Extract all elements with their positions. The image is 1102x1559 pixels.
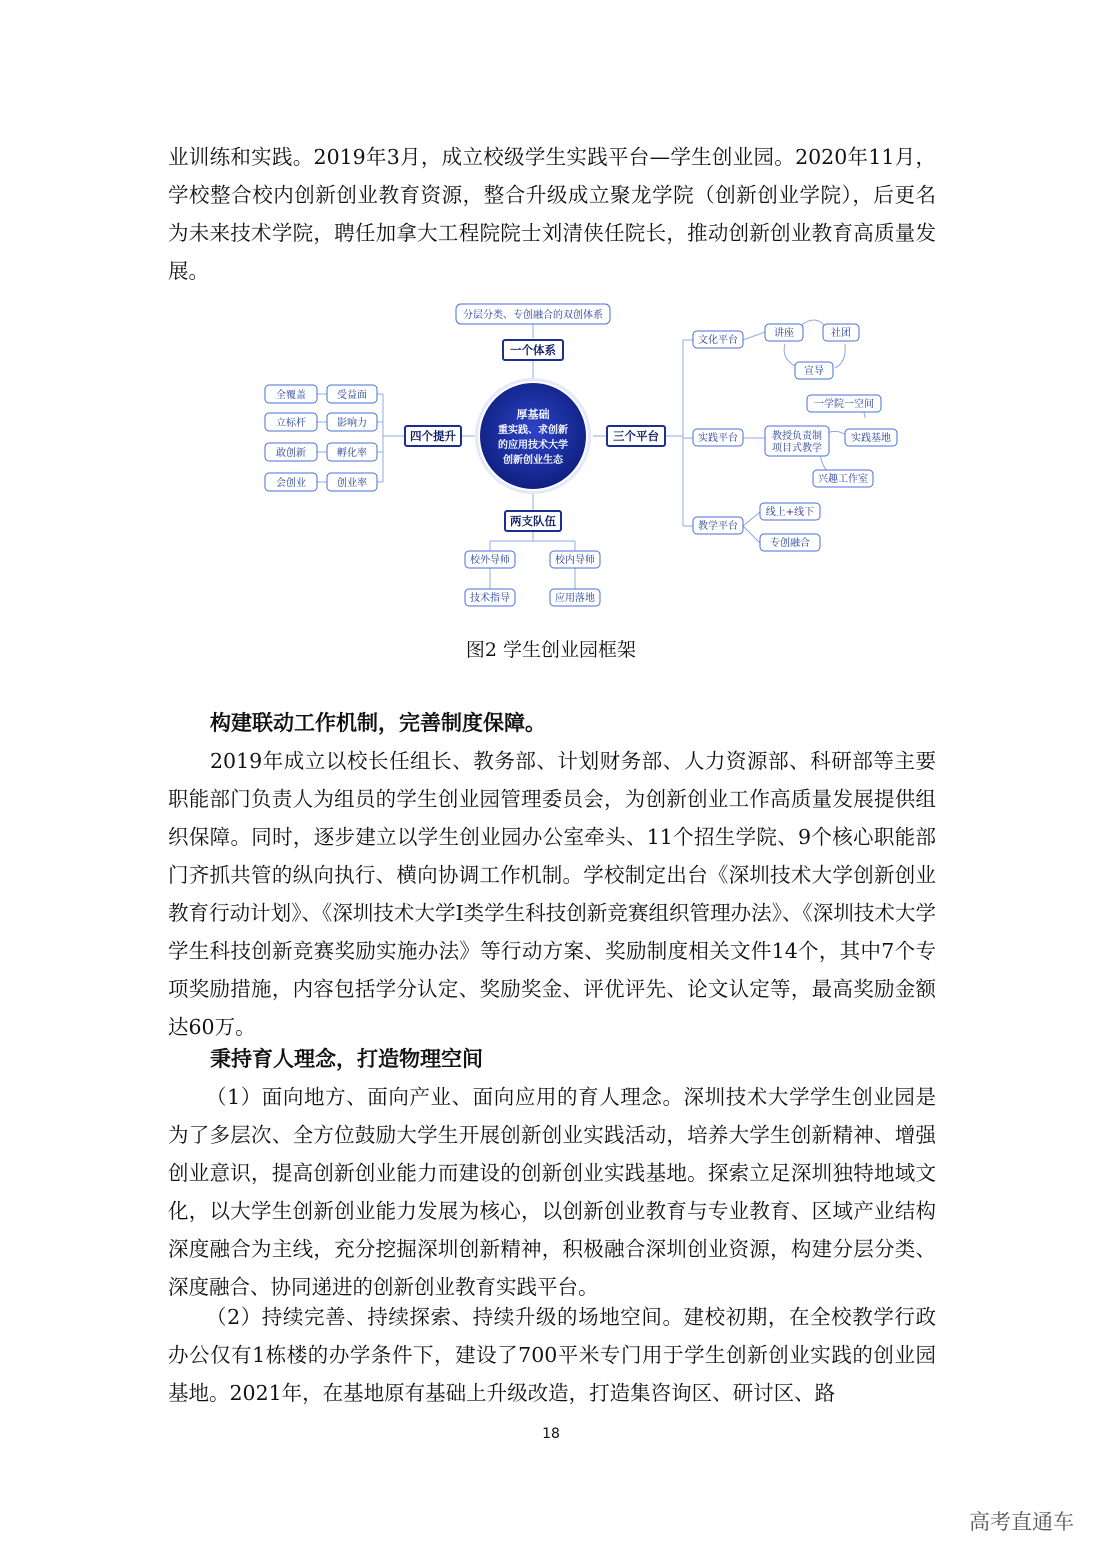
diagram-left-inner-4: 创业率 (337, 478, 367, 489)
svg-text:厚基础: 厚基础 (516, 408, 550, 421)
diagram-left-outer-1: 全覆盖 (276, 390, 306, 401)
diagram-practice-label: 实践平台 (698, 433, 738, 444)
diagram-left-inner-1: 受益面 (337, 390, 367, 401)
page-number: 18 (542, 1426, 560, 1442)
svg-text:项目式教学: 项目式教学 (772, 443, 822, 454)
section-heading-philosophy: 秉持育人理念，打造物理空间 (210, 1046, 483, 1071)
paragraph-space: （2）持续完善、持续探索、持续升级的场地空间。建校初期，在全校教学行政办公仅有1栋楼的办学条件下，建设了700平米专门用于学生创新创业实践的创业园基地。2021年，在基地原有基础上升级改造，打造集咨询区、研讨区、路 (168, 1305, 936, 1405)
diagram-bottom-label: 两支队伍 (510, 514, 556, 528)
paragraph-intro: 业训练和实践。2019年3月，成立校级学生实践平台—学生创业园。2020年11月，学校整合校内创新创业教育资源，整合升级成立聚龙学院（创新创业学院），后更名为未来技术学院，聘任加拿大工程院院士刘清侠任院长，推动创新创业教育高质量发展。 (168, 145, 936, 283)
diagram-top-child: 分层分类、专创融合的双创体系 (463, 310, 603, 321)
svg-text:的应用技术大学: 的应用技术大学 (498, 440, 568, 451)
diagram-practice-item-4: 兴趣工作室 (818, 474, 868, 485)
svg-text:创新创业生态: 创新创业生态 (503, 455, 563, 466)
diagram-team-2-sub: 应用落地 (555, 593, 595, 604)
diagram-teaching-item-1: 线上+线下 (765, 507, 815, 518)
watermark: 高考直通车 (969, 1510, 1074, 1534)
diagram-culture-item-1: 讲座 (774, 328, 794, 339)
diagram-left-outer-2: 立标杆 (276, 418, 306, 429)
paragraph-philosophy: （1）面向地方、面向产业、面向应用的育人理念。深圳技术大学学生创业园是为了多层次、全方位鼓励大学生开展创新创业实践活动，培养大学生创新精神、增强创业意识，提高创新创业能力而建设的创新创业实践基地。探索立足深圳独特地域文化，以大学生创新创业能力发展为核心，以创新创业教育与专业教育、区域产业结构深度融合为主线，充分挖掘深圳创新精神，积极融合深圳创业资源，构建分层分类、深度融合、协同递进的创新创业教育实践平台。 (168, 1085, 936, 1299)
diagram-teaching-label: 教学平台 (698, 521, 738, 532)
svg-text:重实践、求创新: 重实践、求创新 (498, 425, 568, 436)
diagram-team-2: 校内导师 (555, 555, 595, 566)
diagram-team-1-sub: 技术指导 (470, 593, 510, 604)
diagram-practice-item-1: 一学院一空间 (814, 399, 874, 410)
diagram-left-inner-2: 影响力 (337, 418, 367, 429)
diagram-culture-item-2: 社团 (831, 328, 851, 339)
diagram-culture-label: 文化平台 (698, 335, 738, 346)
diagram-right-label: 三个平台 (613, 429, 659, 443)
diagram-team-1: 校外导师 (470, 555, 510, 566)
diagram-left-outer-3: 敢创新 (276, 448, 306, 459)
svg-text:教授负责制: 教授负责制 (772, 431, 822, 442)
section-heading-mechanism: 构建联动工作机制，完善制度保障。 (210, 710, 546, 735)
diagram-left-inner-3: 孵化率 (337, 448, 367, 459)
diagram-left-outer-4: 会创业 (276, 478, 306, 489)
diagram-top-label: 一个体系 (510, 343, 556, 357)
diagram-culture-item-3: 宣导 (804, 366, 824, 377)
diagram-practice-item-3: 实践基地 (851, 433, 891, 444)
figure-caption: 图2 学生创业园框架 (465, 639, 637, 661)
paragraph-mechanism: 2019年成立以校长任组长、教务部、计划财务部、人力资源部、科研部等主要职能部门负责人为组员的学生创业园管理委员会，为创新创业工作高质量发展提供组织保障。同时，逐步建立以学生创业园办公室牵头、11个招生学院、9个核心职能部门齐抓共管的纵向执行、横向协调工作机制。学校制定出台《深圳技术大学创新创业教育行动计划》、《深圳技术大学I类学生科技创新竞赛组织管理办法》、《深圳技术大学学生科技创新竞赛奖励实施办法》等行动方案、奖励制度相关文件14个，其中7个专项奖励措施，内容包括学分认定、奖励奖金、评优评先、论文认定等，最高奖励金额达60万。 (168, 749, 936, 1039)
diagram-teaching-item-2: 专创融合 (770, 538, 810, 549)
diagram-left-label: 四个提升 (410, 429, 456, 443)
framework-diagram (255, 296, 905, 616)
